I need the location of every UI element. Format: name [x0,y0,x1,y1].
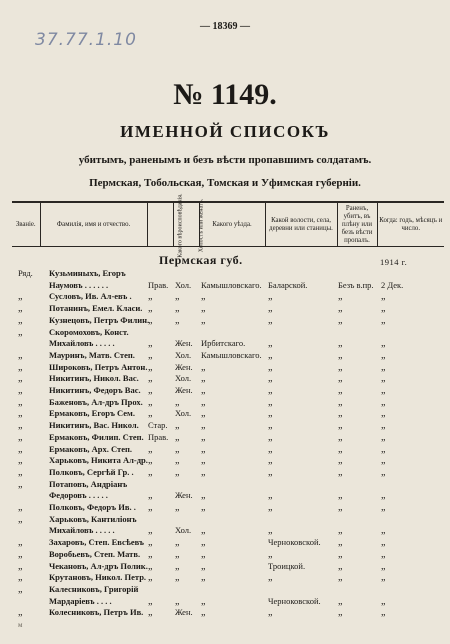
cell-rel: „ [148,314,153,326]
cell-rel: „ [148,537,153,549]
table-row [0,537,450,548]
cell-rel: „ [148,572,153,584]
table-row [0,327,450,338]
cell-fate: „ [338,537,343,549]
cell-rel: „ [148,361,153,373]
cell-uezd: „ [201,408,206,420]
cell-date: „ [381,431,386,443]
cell-vol: „ [268,607,273,619]
table-row [0,397,450,408]
cell-date: „ [381,525,386,537]
cell-vol: Черноковской. [268,595,321,606]
table-row [0,607,450,618]
cell-date: „ [381,385,386,396]
cell-uezd: „ [201,525,206,537]
cell-fate: Безъ в.пр. [338,279,374,290]
header-marital: Холостъ или женатъ. [173,202,199,247]
cell-uezd: Камышловскаго. [201,349,262,360]
cell-rank: „ [18,385,23,396]
table-row [0,373,450,384]
cell-fam: „ [175,548,180,560]
cell-fam: „ [175,595,180,607]
cell-rel: „ [148,349,153,361]
cell-date: „ [381,443,386,455]
table-row [0,572,450,583]
cell-rel: „ [148,595,153,607]
cell-name: Калесниковъ, Григорій [49,583,139,594]
cell-rank: „ [18,455,23,467]
cell-name: Чекановъ, Ал-дръ Полик. [49,560,148,571]
cell-fate: „ [338,314,343,326]
cell-uezd: „ [201,385,206,396]
cell-name: Мардаріевъ . . . . [49,595,112,606]
cell-uezd: „ [201,361,206,373]
cell-name: Полковъ, Федоръ Ив. . [49,502,136,512]
cell-vol: Черноковской. [268,537,321,548]
margin-mark: м [18,621,23,629]
cell-uezd: „ [201,443,206,455]
table-row [0,432,450,443]
cell-fate: „ [338,291,343,303]
cell-date: „ [381,408,386,420]
cell-vol: „ [268,466,273,478]
cell-rank: „ [18,466,23,478]
cell-uezd: „ [201,548,206,560]
table-row [0,420,450,431]
cell-name: Скоромоховъ, Конст. [49,326,129,337]
cell-fate: „ [338,349,343,361]
cell-rel: „ [148,607,153,619]
cell-rank: „ [18,291,23,303]
cell-rank: „ [18,572,23,584]
cell-date: „ [381,466,386,478]
cell-rank: „ [18,408,23,420]
cell-fate: „ [338,455,343,467]
cell-uezd: „ [201,537,206,549]
table-row [0,268,450,279]
cell-uezd: Ирбитскаго. [201,338,246,349]
cell-date: „ [381,396,386,408]
cell-rank: „ [18,443,23,455]
cell-uezd: „ [201,373,206,385]
cell-name: Сусловъ, Ив. Ал-евъ . [49,291,132,302]
cell-vol: „ [268,396,273,408]
cell-fate: „ [338,408,343,420]
table-row [0,502,450,513]
cell-rank: „ [18,513,23,525]
cell-name: Баженовъ, Ал-дръ Прох. [49,396,143,407]
cell-fam: Хол. [175,349,192,360]
cell-rel: „ [148,396,153,408]
cell-date: „ [381,595,386,607]
cell-rel: „ [148,560,153,572]
cell-vol: „ [268,431,273,443]
cell-fate: „ [338,595,343,607]
table-row [0,549,450,560]
cell-name: Никитинъ, Никол. Вас. [49,373,139,384]
cell-vol: „ [268,361,273,373]
table-row [0,280,450,291]
cell-rel: „ [148,466,153,478]
cell-fam: „ [175,303,180,315]
cell-fam: Жен. [175,490,193,501]
cell-fam: „ [175,314,180,326]
cell-date: „ [381,502,386,513]
cell-fam: Жен. [175,338,193,349]
cell-vol: „ [268,525,273,537]
header-uezd: Какого уѣзда. [199,202,265,247]
table-row [0,385,450,396]
cell-fam: Жен. [175,385,193,395]
page-number: — 18369 — [200,21,250,32]
cell-vol: „ [268,338,273,350]
cell-fate: „ [338,385,343,396]
header-table [12,192,444,258]
cell-name: Воробьевъ, Степ. Матв. [49,548,141,559]
cell-rel: „ [148,303,153,315]
cell-rank: „ [18,349,23,361]
cell-fam: „ [175,291,180,303]
table-row [0,584,450,595]
cell-uezd: „ [201,607,206,619]
table-row [0,596,450,607]
cell-name: Ермаковъ, Арх. Степ. [49,443,133,454]
cell-uezd: „ [201,291,206,303]
cell-fam: „ [175,560,180,572]
table-row [0,467,450,478]
cell-name: Потаповъ, Андріанъ [49,478,128,489]
cell-vol: „ [268,490,273,502]
header-volost: Какой волости, села, деревни или станицы. [265,202,337,247]
cell-rel: Прав. [148,279,169,290]
table-row [0,561,450,572]
group-label: Пермская губ. [159,253,243,267]
cell-fate: „ [338,607,343,619]
table-row [0,455,450,466]
cell-fam: „ [175,537,180,549]
cell-name: Захаровъ, Степ. Евсѣевъ [49,537,144,548]
cell-uezd: „ [201,431,206,443]
cell-rank: „ [18,431,23,443]
cell-vol: „ [268,420,273,432]
cell-uezd: „ [201,455,206,467]
cell-fate: „ [338,525,343,537]
cell-uezd: „ [201,314,206,326]
cell-date: „ [381,560,386,572]
table-row [0,514,450,525]
cell-rank: „ [18,373,23,385]
cell-rank: „ [18,314,23,326]
cell-date: „ [381,303,386,315]
cell-date: „ [381,373,386,385]
cell-vol: Троицкой. [268,560,306,571]
cell-name: Наумовъ . . . . . . [49,279,109,290]
cell-vol: „ [268,408,273,420]
cell-rank: „ [18,583,23,595]
cell-rel: „ [148,385,153,396]
cell-rank: „ [18,361,23,373]
cell-rel: „ [148,338,153,350]
cell-name: Мауринъ, Матв. Степ. [49,349,135,360]
cell-name: Полковъ, Сергѣй Гр. . [49,466,134,477]
cell-fate: „ [338,420,343,432]
cell-vol: „ [268,455,273,467]
cell-fate: „ [338,548,343,560]
cell-date: „ [381,537,386,549]
cell-rel: „ [148,408,153,420]
cell-uezd: „ [201,560,206,572]
cell-fate: „ [338,443,343,455]
cell-date: „ [381,490,386,502]
cell-rank: „ [18,537,23,549]
cell-fam: Хол. [175,373,192,384]
cell-name: Кузьминыхъ, Егоръ [49,268,126,278]
cell-fate: „ [338,560,343,572]
cell-date: „ [381,291,386,303]
cell-fate: „ [338,431,343,443]
cell-rank: „ [18,303,23,315]
cell-fam: „ [175,455,180,467]
cell-fam: „ [175,466,180,478]
list-number: № 1149. [173,78,277,111]
table-row [0,362,450,373]
cell-fam: „ [175,420,180,432]
table-row [0,315,450,326]
table-row [0,525,450,536]
cell-fate: „ [338,502,343,513]
cell-rel: „ [148,548,153,560]
handwritten-reference: 37.77.1.10 [35,30,137,50]
cell-date: „ [381,572,386,584]
cell-name: Михайловъ . . . . . [49,338,115,349]
header-fate: Раненъ, убитъ, въ плѣну или безъ вѣсти пропалъ. [337,202,377,247]
cell-name: Ермаковъ, Егоръ Сем. [49,408,135,419]
cell-uezd: „ [201,595,206,607]
cell-name: Ермаковъ, Филип. Степ. [49,431,144,442]
cell-date: „ [381,361,386,373]
cell-date: „ [381,338,386,350]
cell-fam: „ [175,431,180,443]
cell-vol: „ [268,349,273,361]
cell-name: Колесниковъ, Петръ Ив. [49,607,144,618]
cell-date: 2 Дек. [381,279,404,290]
cell-vol: Баларской. [268,279,308,290]
cell-rank: „ [18,502,23,513]
table-row [0,350,450,361]
table-row [0,479,450,490]
cell-name: Харьковъ, Никита Ал-др. [49,455,148,466]
table-row [0,444,450,455]
cell-rank: Ряд. [18,268,33,278]
cell-uezd: „ [201,396,206,408]
cell-date: „ [381,455,386,467]
cell-uezd: „ [201,303,206,315]
cell-name: Кузнецовъ, Петръ Филин. [49,314,150,325]
header-rank: Званіе. [12,202,40,247]
cell-fate: „ [338,396,343,408]
cell-fam: „ [175,443,180,455]
regions-line: Пермская, Тобольская, Томская и Уфимская губерніи. [89,177,361,189]
cell-fate: „ [338,572,343,584]
cell-uezd: „ [201,490,206,502]
cell-name: Крутановъ, Никол. Петр. [49,572,147,583]
cell-fam: Хол. [175,408,192,419]
cell-rank: „ [18,478,23,490]
cell-uezd: Камышловскаго. [201,279,262,290]
cell-name: Никитинъ, Федоръ Вас. [49,385,141,395]
cell-rel: „ [148,455,153,467]
cell-fam: „ [175,396,180,408]
cell-vol: „ [268,572,273,584]
page-subtitle: убитымъ, раненымъ и безъ вѣсти пропавшимъ солдатамъ. [78,154,372,166]
cell-fate: „ [338,303,343,315]
cell-vol: „ [268,443,273,455]
cell-date: „ [381,607,386,619]
header-name: Фамилія, имя и отчество. [40,202,147,247]
cell-name: Михайловъ . . . . . [49,525,115,536]
header-religion: Какого вѣроисповѣданія. [147,202,173,247]
cell-vol: „ [268,314,273,326]
cell-fate: „ [338,466,343,478]
cell-fam: Жен. [175,607,193,618]
cell-name: Никитинъ, Вас. Никол. [49,420,139,431]
cell-name: Потанинъ, Емел. Класи. [49,303,143,314]
cell-fate: „ [338,373,343,385]
cell-rank: „ [18,420,23,432]
table-row [0,490,450,501]
cell-uezd: „ [201,420,206,432]
group-year: 1914 г. [380,257,408,267]
cell-rank: „ [18,607,23,619]
table-row [0,303,450,314]
page-title: ИМЕННОЙ СПИСОКЪ [120,122,330,141]
cell-rel: „ [148,291,153,303]
cell-uezd: „ [201,502,206,513]
cell-fam: Жен. [175,361,193,372]
cell-name: Широковъ, Петръ Антон. [49,361,148,372]
cell-date: „ [381,349,386,361]
cell-vol: „ [268,303,273,315]
cell-rel: „ [148,490,153,502]
cell-date: „ [381,420,386,432]
cell-rel: Стар. [148,420,168,431]
cell-vol: „ [268,502,273,513]
cell-rel: Прав. [148,431,169,442]
cell-vol: „ [268,385,273,396]
cell-fate: „ [338,490,343,502]
cell-rank: „ [18,548,23,560]
cell-rel: „ [148,373,153,385]
cell-fam: „ [175,502,180,513]
cell-name: Федоровъ . . . . . [49,490,108,501]
cell-rank: „ [18,560,23,572]
cell-rel: „ [148,443,153,455]
cell-date: „ [381,314,386,326]
cell-vol: „ [268,548,273,560]
cell-rank: „ [18,326,23,338]
table-row [0,291,450,302]
table-row [0,408,450,419]
cell-uezd: „ [201,572,206,584]
cell-fam: Хол. [175,525,192,536]
cell-uezd: „ [201,466,206,478]
cell-vol: „ [268,373,273,385]
cell-fate: „ [338,338,343,350]
cell-name: Харьковъ, Кантиліонъ [49,513,137,524]
cell-date: „ [381,548,386,560]
table-row [0,338,450,349]
cell-rank: „ [18,396,23,408]
header-date: Когда: годъ, мѣсяцъ и число. [377,202,444,247]
cell-rel: „ [148,502,153,513]
cell-fate: „ [338,361,343,373]
cell-rel: „ [148,525,153,537]
cell-fam: Хол. [175,279,192,290]
cell-fam: „ [175,572,180,584]
cell-vol: „ [268,291,273,303]
